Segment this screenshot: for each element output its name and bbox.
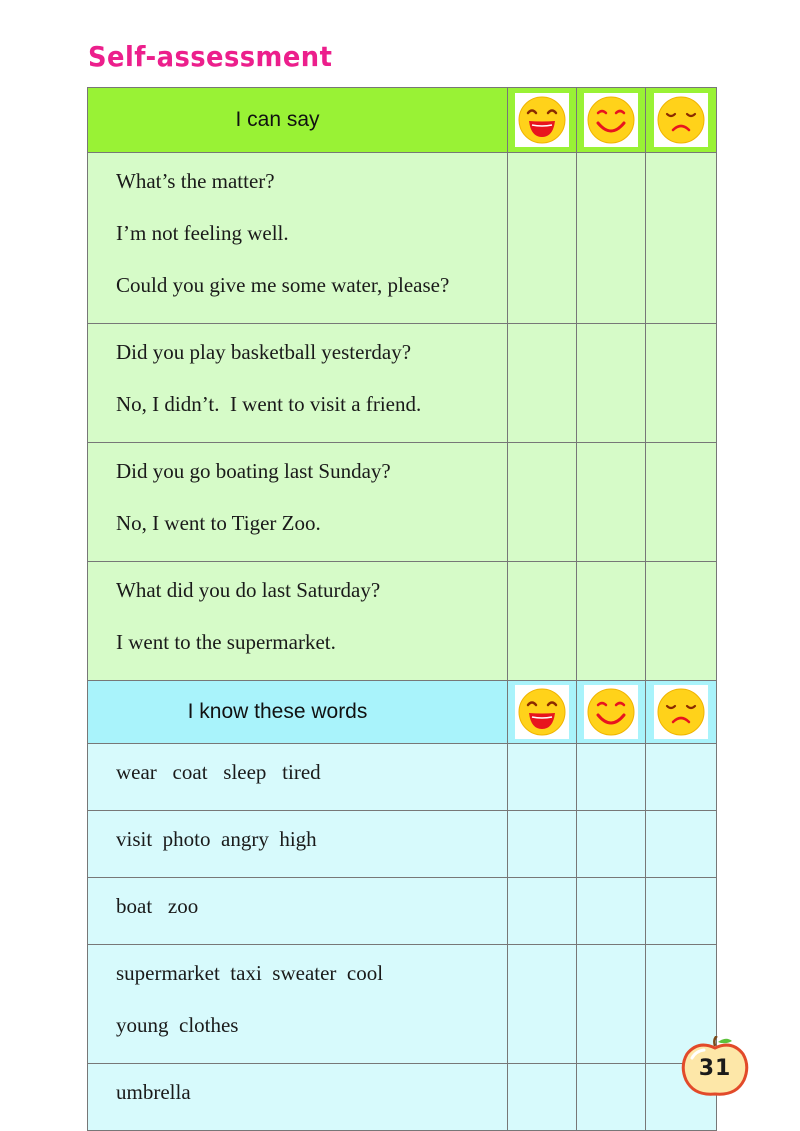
- can-say-header: I can say: [88, 88, 508, 153]
- rating-cell[interactable]: [646, 811, 717, 878]
- words-row: [88, 945, 717, 1064]
- can-say-row: [88, 443, 717, 562]
- rating-cell[interactable]: [577, 945, 646, 1064]
- sad-face-icon: [654, 685, 708, 739]
- sentence: Could you give me some water, please?: [116, 273, 450, 297]
- sentence: What’s the matter?: [116, 169, 275, 193]
- word-list: supermarket taxi sweater cool: [116, 961, 384, 985]
- can-say-header-row: [88, 88, 717, 153]
- rating-cell[interactable]: [646, 443, 717, 562]
- rating-cell[interactable]: [577, 1064, 646, 1131]
- rating-cell[interactable]: [646, 324, 717, 443]
- can-say-row: [88, 153, 717, 324]
- rating-cell[interactable]: [646, 878, 717, 945]
- rating-cell[interactable]: [577, 811, 646, 878]
- page-number-badge: [680, 1036, 750, 1098]
- sentence: No, I went to Tiger Zoo.: [116, 511, 321, 535]
- rating-cell[interactable]: [646, 744, 717, 811]
- word-list: boat zoo: [116, 894, 199, 918]
- rating-cell[interactable]: [508, 811, 577, 878]
- sad-face-icon: [654, 93, 708, 147]
- words-row: [88, 1064, 717, 1131]
- sentence: No, I didn’t. I went to visit a friend.: [116, 392, 422, 416]
- rating-cell[interactable]: [577, 744, 646, 811]
- can-say-row: [88, 562, 717, 681]
- words-row: [88, 878, 717, 945]
- sentence: Did you play basketball yesterday?: [116, 340, 412, 364]
- sentence: I went to the supermarket.: [116, 630, 336, 654]
- word-list: wear coat sleep tired: [116, 760, 321, 784]
- rating-cell[interactable]: [577, 153, 646, 324]
- rating-cell[interactable]: [577, 324, 646, 443]
- sentence: Did you go boating last Sunday?: [116, 459, 391, 483]
- words-header-row: [88, 681, 717, 744]
- page-number: 31: [698, 1056, 732, 1081]
- smiling-face-icon: [584, 685, 638, 739]
- laughing-face-icon: [515, 93, 569, 147]
- laughing-face-icon: [515, 685, 569, 739]
- rating-cell[interactable]: [508, 153, 577, 324]
- rating-cell[interactable]: [646, 562, 717, 681]
- words-row: [88, 811, 717, 878]
- sentence: What did you do last Saturday?: [116, 578, 381, 602]
- rating-cell[interactable]: [508, 1064, 577, 1131]
- smiling-face-icon: [584, 93, 638, 147]
- self-assessment-table: [87, 87, 717, 1131]
- rating-cell[interactable]: [508, 443, 577, 562]
- words-row: [88, 744, 717, 811]
- rating-cell[interactable]: [577, 443, 646, 562]
- rating-cell[interactable]: [508, 878, 577, 945]
- word-list: umbrella: [116, 1080, 191, 1104]
- can-say-row: [88, 324, 717, 443]
- rating-cell[interactable]: [646, 153, 717, 324]
- rating-cell[interactable]: [508, 945, 577, 1064]
- rating-cell[interactable]: [508, 744, 577, 811]
- sentence: I’m not feeling well.: [116, 221, 289, 245]
- rating-cell[interactable]: [577, 878, 646, 945]
- word-list: visit photo angry high: [116, 827, 317, 851]
- rating-cell[interactable]: [508, 324, 577, 443]
- page-title: Self-assessment: [88, 40, 333, 73]
- rating-cell[interactable]: [577, 562, 646, 681]
- words-header: I know these words: [88, 681, 508, 744]
- word-list: young clothes: [116, 1013, 239, 1037]
- rating-cell[interactable]: [508, 562, 577, 681]
